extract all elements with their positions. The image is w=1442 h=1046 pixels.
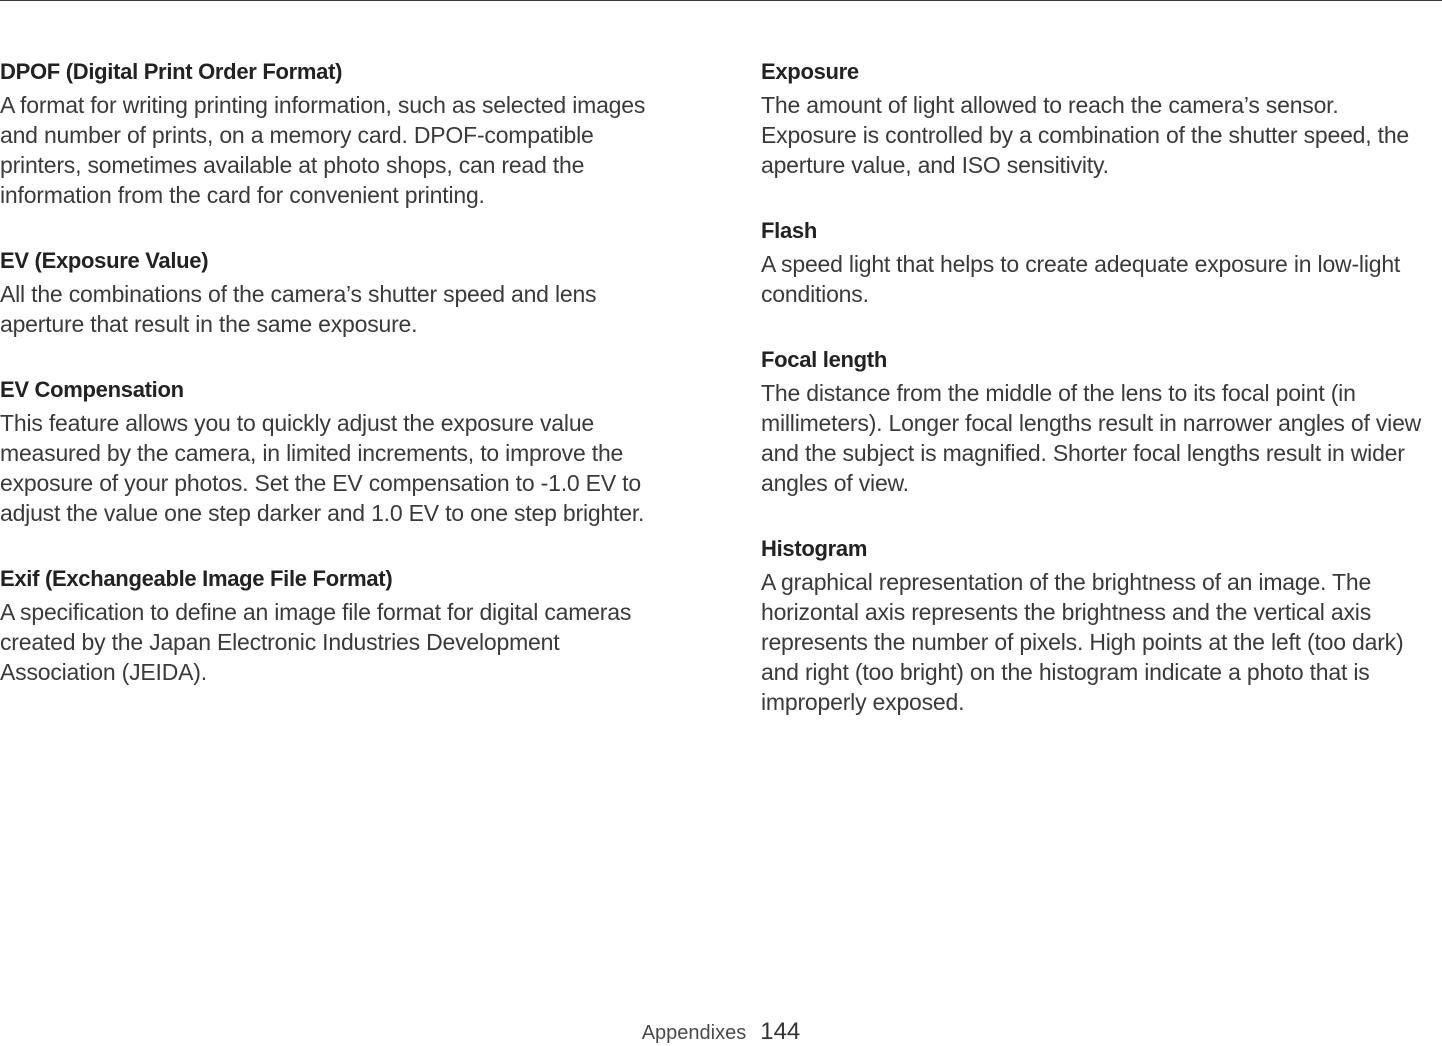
- definition-line: improperly exposed.: [761, 689, 965, 715]
- glossary-term: Exposure: [761, 59, 859, 84]
- page-footer: [0, 1018, 1442, 1046]
- glossary-definition: [0, 597, 690, 687]
- glossary-entry-flash: [761, 216, 1442, 309]
- definition-line: measured by the camera, in limited increments, to improve the: [0, 440, 624, 466]
- definition-line: represents the number of pixels. High points at the left (too dark): [761, 629, 1404, 655]
- glossary-term: Histogram: [761, 536, 868, 561]
- definition-line: A specification to define an image file format for digital cameras: [0, 599, 632, 625]
- glossary-entry-ev: [0, 246, 690, 339]
- footer-section-label: Appendixes: [641, 1022, 747, 1044]
- glossary-term: Flash: [761, 218, 817, 243]
- definition-line: The amount of light allowed to reach the camera’s sensor.: [761, 92, 1339, 118]
- glossary-left-column: [0, 57, 690, 723]
- glossary-term: DPOF (Digital Print Order Format): [0, 59, 343, 84]
- glossary-definition: [0, 90, 690, 210]
- definition-line: created by the Japan Electronic Industries Development: [0, 629, 560, 655]
- glossary-right-column: [761, 57, 1442, 753]
- definition-line: adjust the value one step darker and 1.0 EV to one step brighter.: [0, 500, 645, 526]
- definition-line: and the subject is magnified. Shorter focal lengths result in wider: [761, 440, 1405, 466]
- definition-line: printers, sometimes available at photo shops, can read the: [0, 152, 585, 178]
- definition-line: aperture value, and ISO sensitivity.: [761, 152, 1109, 178]
- definition-line: information from the card for convenient printing.: [0, 182, 485, 208]
- definition-line: angles of view.: [761, 470, 909, 496]
- definition-line: exposure of your photos. Set the EV compensation to -1.0 EV to: [0, 470, 641, 496]
- glossary-term: Exif (Exchangeable Image File Format): [0, 566, 393, 591]
- glossary-term: EV Compensation: [0, 377, 184, 402]
- definition-line: horizontal axis represents the brightness and the vertical axis: [761, 599, 1372, 625]
- glossary-definition: [761, 567, 1442, 717]
- definition-line: This feature allows you to quickly adjust the exposure value: [0, 410, 594, 436]
- glossary-term: EV (Exposure Value): [0, 248, 209, 273]
- glossary-definition: [0, 408, 690, 528]
- definition-line: All the combinations of the camera’s shutter speed and lens: [0, 281, 597, 307]
- glossary-definition: [0, 279, 690, 339]
- glossary-entry-ev-compensation: [0, 375, 690, 528]
- glossary-definition: [761, 249, 1442, 309]
- definition-line: A speed light that helps to create adequate exposure in low-light: [761, 251, 1401, 277]
- definition-line: Association (JEIDA).: [0, 659, 207, 685]
- definition-line: and number of prints, on a memory card. DPOF-compatible: [0, 122, 594, 148]
- definition-line: aperture that result in the same exposure.: [0, 311, 418, 337]
- glossary-entry-histogram: [761, 534, 1442, 717]
- definition-line: The distance from the middle of the lens to its focal point (in: [761, 380, 1356, 406]
- definition-line: and right (too bright) on the histogram indicate a photo that is: [761, 659, 1370, 685]
- glossary-term: Focal length: [761, 347, 887, 372]
- definition-line: conditions.: [761, 281, 869, 307]
- glossary-definition: [761, 378, 1442, 498]
- top-rule: [0, 0, 1442, 1]
- definition-line: A format for writing printing information, such as selected images: [0, 92, 646, 118]
- page-number: 144: [760, 1018, 801, 1045]
- glossary-entry-dpof: [0, 57, 690, 210]
- glossary-definition: [761, 90, 1442, 180]
- glossary-entry-exposure: [761, 57, 1442, 180]
- definition-line: A graphical representation of the brightness of an image. The: [761, 569, 1372, 595]
- definition-line: Exposure is controlled by a combination of the shutter speed, the: [761, 122, 1410, 148]
- glossary-entry-focal-length: [761, 345, 1442, 498]
- definition-line: millimeters). Longer focal lengths result in narrower angles of view: [761, 410, 1422, 436]
- glossary-entry-exif: [0, 564, 690, 687]
